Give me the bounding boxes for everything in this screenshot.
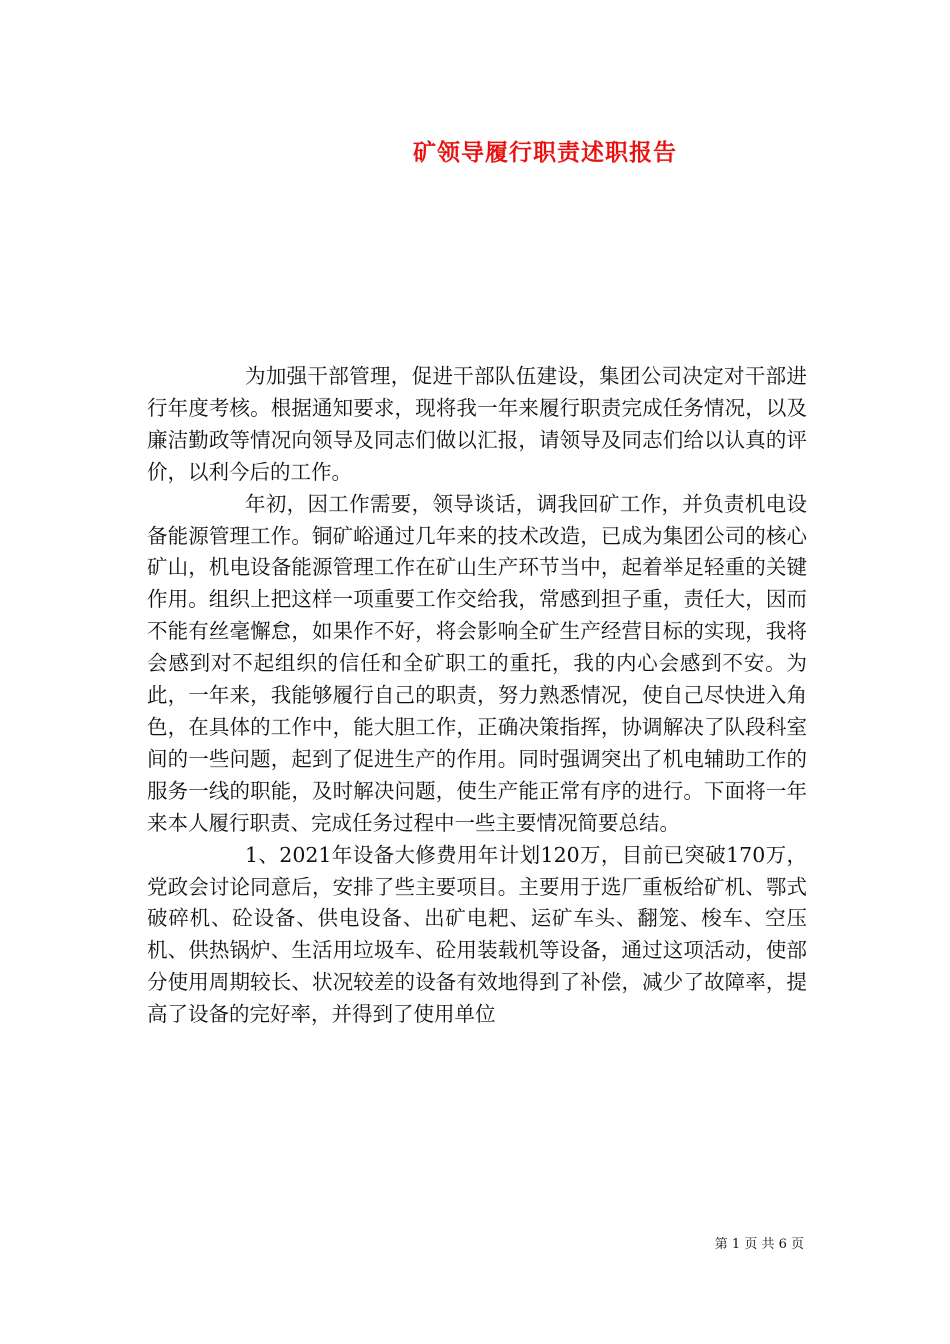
paragraph-2: 年初，因工作需要，领导谈话，调我回矿工作，并负责机电设备能源管理工作。铜矿峪通过几年来的技术改造，已成为集团公司的核心矿山，机电设备能源管理工作在矿山生产环节当中，起着举足轻重的关键作用。组织上把这样一项重要工作交给我，常感到担子重，责任大，因而不能有丝毫懈怠，如果作不好，将会影响全矿生产经营目标的实现，我将会感到对不起组织的信任和全矿职工的重托，我的内心会感到不安。为此，一年来，我能够履行自己的职责，努力熟悉情况，使自己尽快进入角色，在具体的工作中，能大胆工作，正确决策指挥，协调解决了队段科室间的一些问题，起到了促进生产的作用。同时强调突出了机电辅助工作的服务一线的职能，及时解决问题，使生产能正常有序的进行。下面将一年来本人履行职责、完成任务过程中一些主要情况简要总结。	[147, 491, 807, 835]
document-title: 矿领导履行职责述职报告	[413, 139, 677, 166]
paragraph-1: 为加强干部管理，促进干部队伍建设，集团公司决定对干部进行年度考核。根据通知要求，现将我一年来履行职责完成任务情况，以及廉洁勤政等情况向领导及同志们做以汇报，请领导及同志们给以认真的评价，以利今后的工作。	[147, 364, 807, 484]
page-number-label: 第 1 页 共 6 页	[714, 1237, 804, 1252]
page-number-footer	[715, 1233, 804, 1252]
paragraph-3: 1、2021年设备大修费用年计划120万，目前已突破170万，党政会讨论同意后，安排了些主要项目。主要用于选厂重板给矿机、鄂式破碎机、砼设备、供电设备、出矿电耙、运矿车头、翻笼、梭车、空压机、供热锅炉、生活用垃圾车、砼用装载机等设备，通过这项活动，使部分使用周期较长、状况较差的设备有效地得到了补偿，减少了故障率，提高了设备的完好率，并得到了使用单位	[147, 842, 807, 1027]
document-body	[147, 361, 807, 1031]
